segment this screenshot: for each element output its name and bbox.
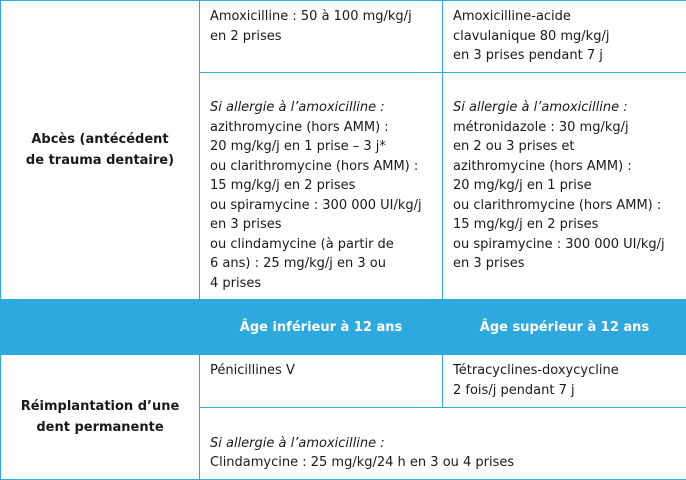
reimplantation-label: Réimplantation d’une dent permanente <box>21 399 180 435</box>
reimplantation-row-1 <box>1 355 686 408</box>
age-under12-header: Âge inférieur à 12 ans <box>200 300 443 355</box>
age-over12-header: Âge supérieur à 12 ans <box>443 300 686 355</box>
allergy-heading: Si allergie à l’amoxicilline : <box>210 98 432 118</box>
allergy-heading: Si allergie à l’amoxicilline : <box>210 434 676 454</box>
abces-over12-treatment: Amoxicilline-acide clavulanique 80 mg/kg/j en 3 prises pendant 7 j <box>443 1 686 73</box>
allergy-text: azithromycine (hors AMM) : 20 mg/kg/j en 1 prise – 3 j* ou clarithromycine (hors AMM) : 15 mg/kg/j en 2 prises ou spiramycine : 300 000 UI/kg/j en 3 prises ou clindamycine (à partir de 6 ans) : 25 mg/kg/j en 3 ou 4 prises <box>210 120 422 291</box>
reimplantation-over12-treatment: Tétracyclines-doxycycline 2 fois/j pendant 7 j <box>443 355 686 408</box>
reimplantation-allergy <box>200 408 686 480</box>
reimplantation-under12-treatment: Pénicillines V <box>200 355 443 408</box>
abces-under12-allergy <box>200 72 443 300</box>
abces-under12-treatment: Amoxicilline : 50 à 100 mg/kg/j en 2 prises <box>200 1 443 73</box>
allergy-heading: Si allergie à l’amoxicilline : <box>453 98 676 118</box>
age-header-blank <box>1 300 200 355</box>
row-label-abces <box>1 1 200 300</box>
allergy-text: métronidazole : 30 mg/kg/j en 2 ou 3 prises et azithromycine (hors AMM) : 20 mg/kg/j en 1 prise ou clarithromycine (hors AMM) : 15 mg/kg/j en 2 prises ou spiramycine : 300 000 UI/kg/j en 3 prises <box>453 120 665 272</box>
abces-label: Abcès (antécédent de trauma dentaire) <box>26 132 174 168</box>
abces-over12-allergy <box>443 72 686 300</box>
allergy-text: Clindamycine : 25 mg/kg/24 h en 3 ou 4 prises <box>210 455 514 470</box>
row-label-reimplantation <box>1 355 200 480</box>
abces-row-1 <box>1 1 686 73</box>
age-header-row <box>1 300 686 355</box>
